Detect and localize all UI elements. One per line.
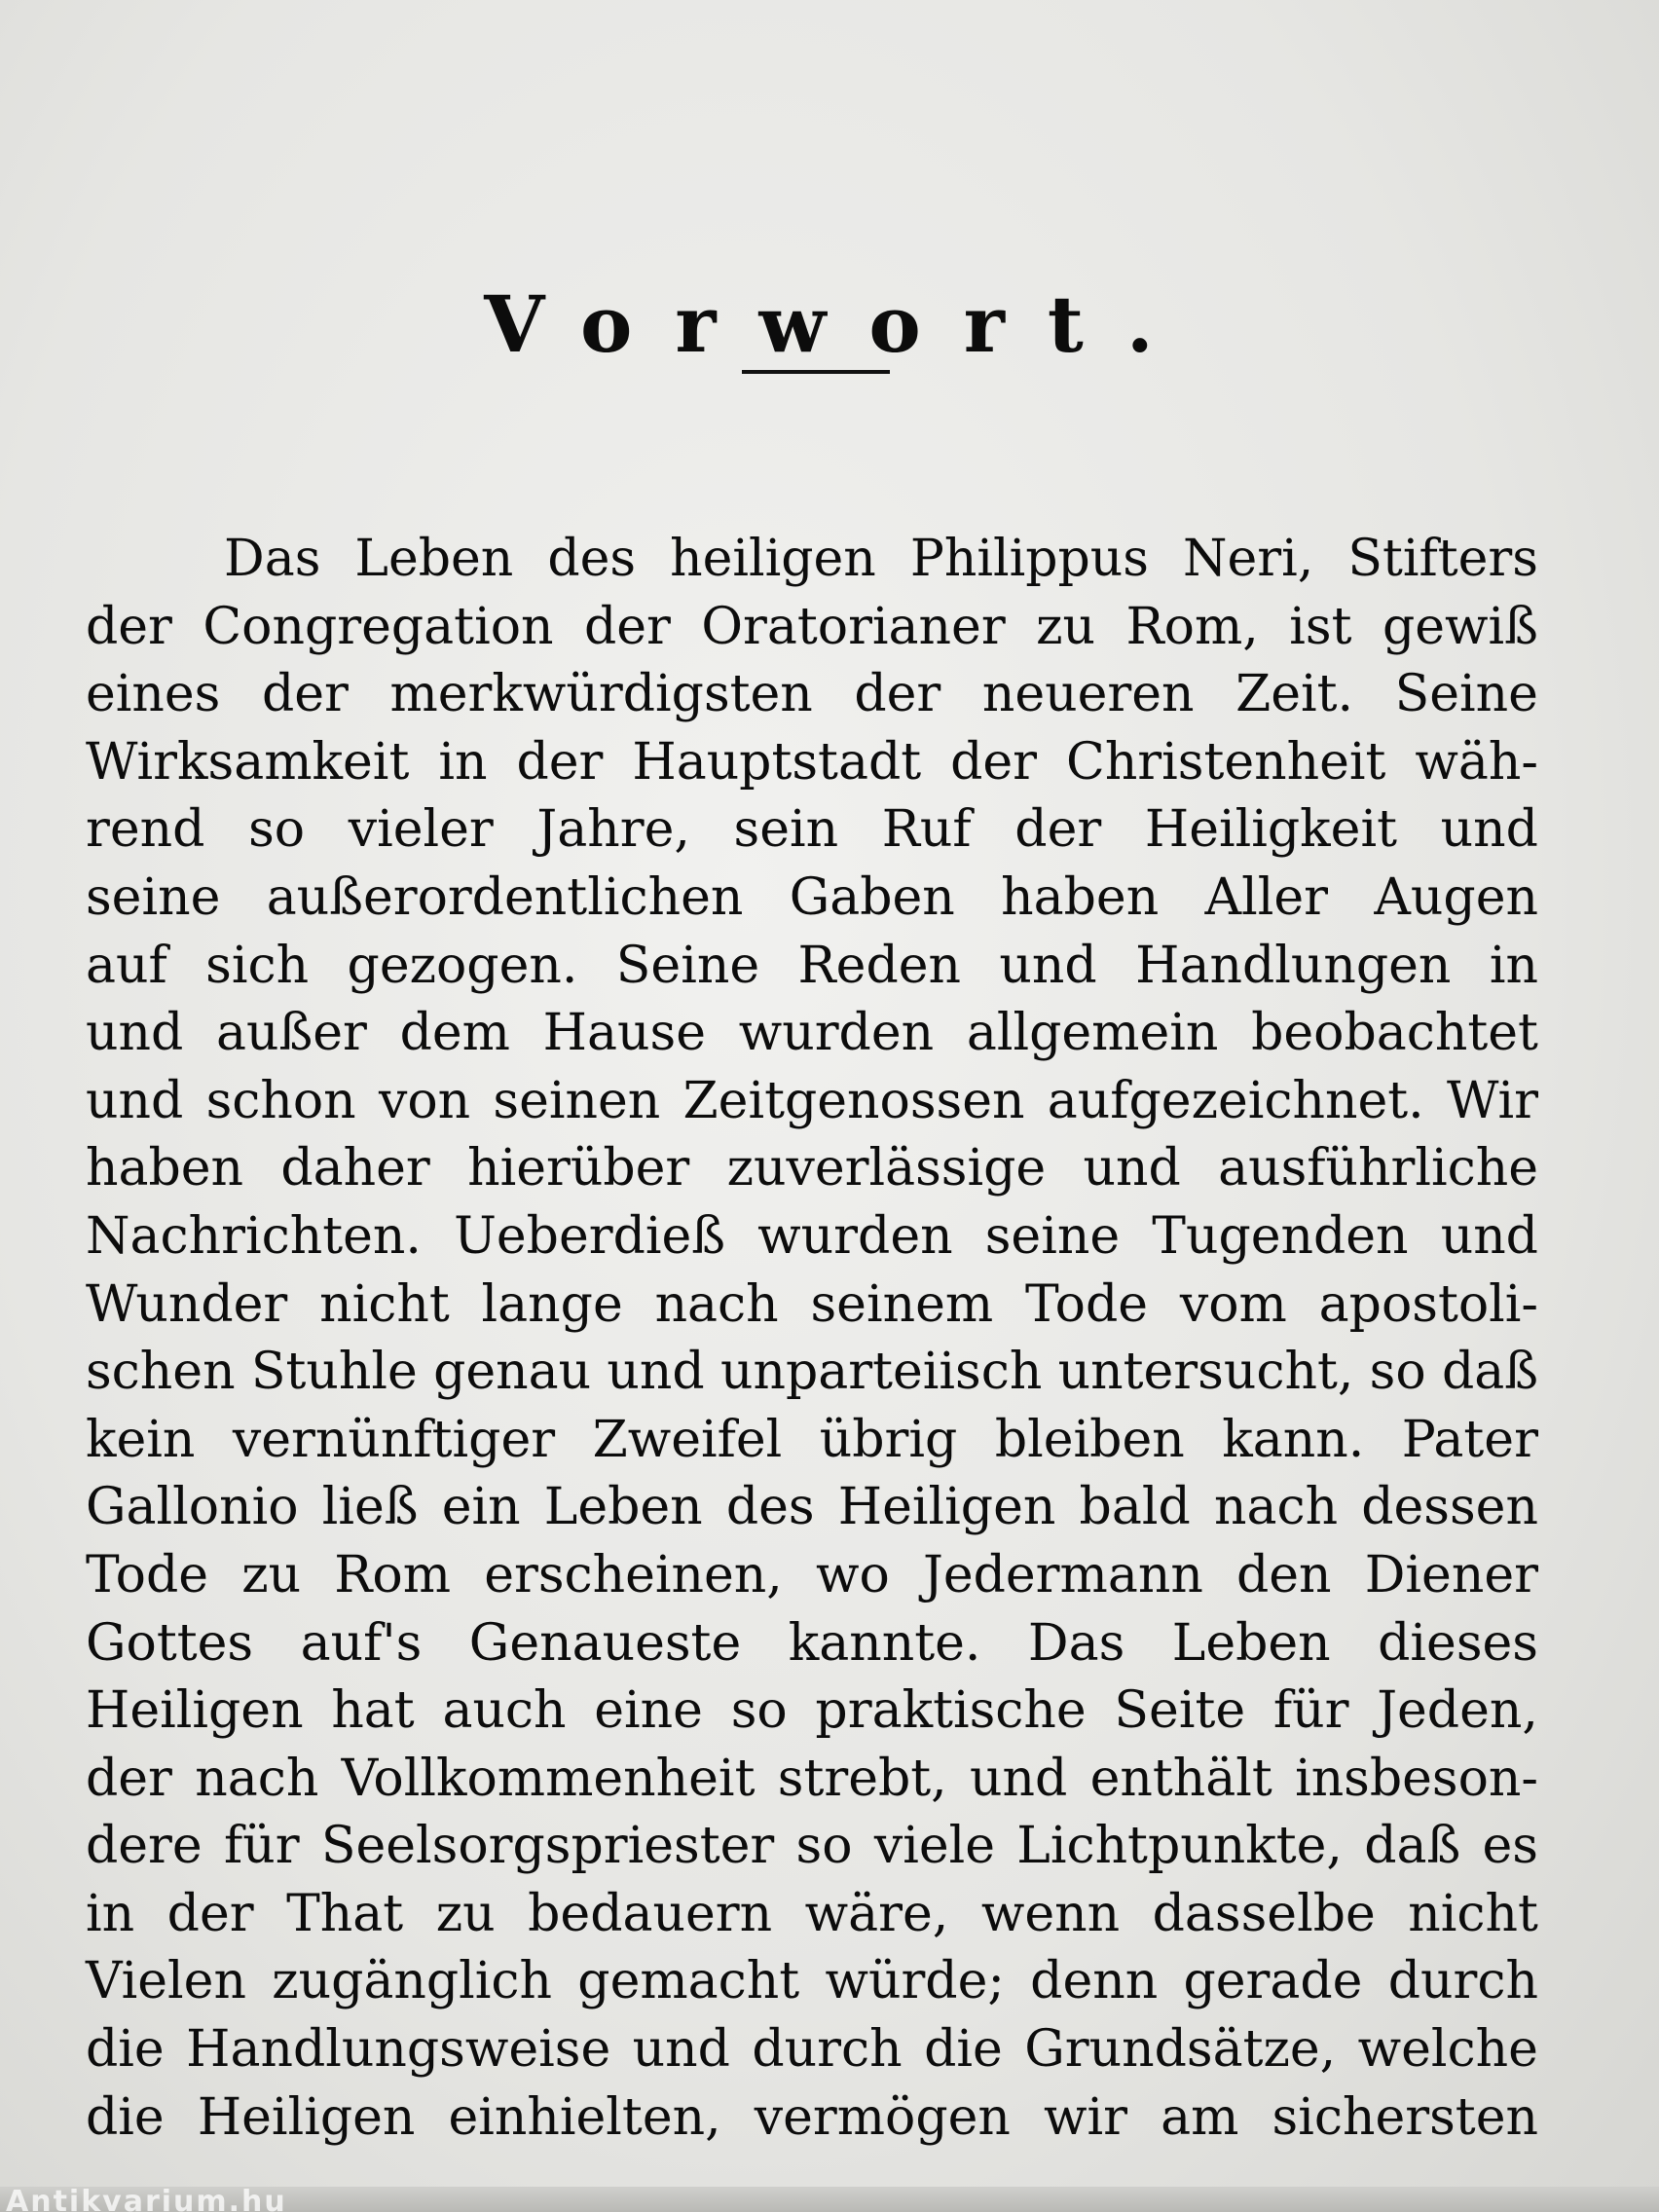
text-line [86,1000,1538,1068]
word: Stifters [1347,530,1538,588]
word: vieler [348,800,494,860]
word: so [248,800,306,860]
word: Leben [1171,1613,1331,1673]
word: nach [1213,1478,1339,1537]
word: und [86,1071,184,1130]
word: hat [331,1681,415,1741]
word: so [795,1817,853,1876]
word: wäre, [804,1884,949,1943]
word: seinen [493,1071,661,1130]
word: dem [399,1004,510,1063]
word: Vielen [86,1952,246,2011]
word: so [1369,1343,1426,1402]
word: Handlungsweise [186,2020,611,2080]
word: Rom, [1125,597,1259,656]
word: Diener [1364,1545,1538,1604]
word: zu [1036,597,1096,656]
word: der [86,597,172,656]
word: Oratorianer [701,597,1006,656]
word: Stuhle [250,1343,418,1402]
word: rend [86,800,205,860]
word: nicht [1408,1884,1538,1943]
word: Jahre, [536,800,690,860]
word: ein [441,1478,521,1537]
word: Zeitgenossen [682,1071,1025,1130]
text-line [86,865,1538,933]
word: neueren [981,665,1195,724]
word: wo [816,1545,890,1604]
word: heiligen [670,530,876,588]
word: insbeson- [1295,1749,1538,1808]
word: Philippus [909,530,1149,588]
text-line [86,1881,1538,1949]
word: dere [86,1817,203,1876]
text-line [86,2084,1538,2153]
word: der [86,1749,172,1808]
word: seine [86,867,221,927]
word: der [583,597,671,656]
word: der [516,732,604,792]
word: Heiligen [197,2087,416,2147]
word: eine [594,1681,703,1741]
word: Heiligen [837,1478,1056,1537]
word: schon [205,1071,356,1130]
word: in [438,732,488,792]
word: durch [1387,1952,1538,2011]
page-title: Vorwort. [484,277,1197,370]
word: enthält [1089,1749,1272,1808]
word: Leben [354,530,514,588]
word: seine [984,1206,1121,1266]
word: übrig [819,1410,958,1469]
word: welche [1357,2020,1538,2080]
word: und [1440,800,1538,860]
word: bald [1079,1478,1191,1537]
word: eines [86,665,221,724]
word: aufgezeichnet. [1047,1071,1424,1130]
word: die [924,2020,1003,2080]
word: und [1083,1139,1181,1198]
word: Genaueste [468,1613,742,1673]
word: kein [86,1410,196,1469]
word: untersucht, [1057,1343,1354,1402]
word: auf [86,936,167,995]
word: haben [1001,867,1160,927]
text-line [86,1203,1538,1272]
word: That [286,1884,404,1943]
word: Congregation [203,597,554,656]
word: daß [1364,1817,1461,1876]
word: Seelsorgspriester [320,1817,775,1876]
word: wir [1044,2087,1128,2147]
word: und [1440,1206,1538,1266]
word: am [1161,2087,1239,2147]
word: Das [224,530,321,588]
word: Zweifel [592,1410,783,1469]
word: des [725,1478,815,1537]
word: sein [733,800,839,860]
word: bleiben [994,1410,1185,1469]
word: vermögen [754,2087,1011,2147]
word: Wunder [86,1274,288,1334]
word: denn [1030,1952,1159,2011]
word: Rom [334,1545,452,1604]
word: zu [435,1884,496,1943]
word: Jedermann [923,1545,1203,1604]
word: Vollkommenheit [341,1749,756,1808]
word: sich [205,936,310,995]
watermark: Antikvarium.hu [6,2185,287,2212]
word: lange [481,1274,623,1334]
word: zuverlässige [726,1139,1047,1198]
word: in [86,1884,135,1943]
text-line [86,729,1538,797]
word: vom [1179,1274,1287,1334]
word: schen [86,1343,236,1402]
text-line [86,1068,1538,1136]
word: Gaben [789,867,955,927]
word: seinem [810,1274,994,1334]
word: Seite [1114,1681,1246,1741]
word: Lichtpunkte, [1016,1817,1343,1876]
word: wurden [738,1004,935,1063]
word: es [1482,1817,1538,1876]
word: Jeden, [1377,1681,1538,1741]
word: durch [752,2020,903,2080]
word: wenn [980,1884,1121,1943]
word: ist [1289,597,1352,656]
word: Wir [1446,1071,1538,1130]
word: nach [195,1749,319,1808]
word: strebt, [777,1749,947,1808]
word: außerordentlichen [266,867,744,927]
word: gezogen. [347,936,578,995]
text-line [86,1813,1538,1881]
word: Reden [797,936,961,995]
word: einhielten, [448,2087,721,2147]
word: dessen [1361,1478,1538,1537]
word: kannte. [788,1613,981,1673]
word: gewiß [1382,597,1538,656]
text-line [86,933,1538,1001]
word: nicht [319,1274,450,1334]
word: der [950,732,1038,792]
word: Neri, [1183,530,1314,588]
word: Grundsätze, [1024,2020,1337,2080]
word: den [1236,1545,1332,1604]
word: für [223,1817,300,1876]
word: Hause [542,1004,706,1063]
word: die [86,2020,165,2080]
text-line [86,1135,1538,1203]
word: Seine [615,936,760,995]
word: Gottes [86,1613,254,1673]
text-line [86,526,1538,594]
word: Tode [86,1545,209,1604]
word: der [854,665,941,724]
word: Seine [1394,665,1538,724]
text-line [86,1677,1538,1746]
text-line [86,594,1538,662]
word: und [999,936,1097,995]
word: daß [1441,1343,1538,1402]
word: und [86,1004,184,1063]
word: unparteiisch [719,1343,1043,1402]
word: kann. [1222,1410,1365,1469]
word: vernünftiger [232,1410,556,1469]
word: Ueberdieß [454,1206,726,1266]
word: für [1272,1681,1349,1741]
word: Ruf [881,800,972,860]
word: beobachtet [1251,1004,1538,1063]
word: Aller [1204,867,1328,927]
word: Heiligkeit [1144,800,1397,860]
text-line [86,1746,1538,1814]
word: apostoli- [1318,1274,1538,1334]
word: merkwürdigsten [389,665,813,724]
word: praktische [815,1681,1087,1741]
text-line [86,1542,1538,1610]
word: Leben [543,1478,703,1537]
word: Heiligen [86,1681,304,1741]
word: und [970,1749,1068,1808]
word: von [378,1071,471,1130]
word: zugänglich [272,1952,553,2011]
word: gemacht [577,1952,800,2011]
text-line [86,796,1538,865]
text-line [86,1474,1538,1542]
word: des [547,530,637,588]
word: außer [216,1004,367,1063]
body-text [86,526,1538,2152]
word: auch [442,1681,567,1741]
word: und [607,1343,705,1402]
word: dieses [1378,1613,1538,1673]
word: bedauern [528,1884,773,1943]
word: ausführliche [1218,1139,1538,1198]
word: Gallonio [86,1478,299,1537]
word: Das [1027,1613,1125,1673]
word: die [86,2087,165,2147]
word: wurden [757,1206,953,1266]
word: dasselbe [1152,1884,1376,1943]
title-rule [742,370,890,374]
word: allgemein [966,1004,1219,1063]
text-line [86,1272,1538,1340]
word: der [261,665,349,724]
word: Handlungen [1135,936,1452,995]
word: Hauptstadt [632,732,922,792]
word: auf's [300,1613,423,1673]
text-line [86,1339,1538,1407]
word: würde; [825,1952,1005,2011]
word: ließ [321,1478,419,1537]
word: hierüber [467,1139,690,1198]
word: gerade [1183,1952,1363,2011]
word: der [166,1884,254,1943]
text-line [86,661,1538,729]
word: nach [654,1274,779,1334]
word: Christenheit [1066,732,1386,792]
text-line [86,1610,1538,1678]
text-line [86,1948,1538,2016]
word: so [730,1681,788,1741]
word: und [632,2020,730,2080]
word: Pater [1401,1410,1538,1469]
word: erscheinen, [484,1545,783,1604]
word: haben [86,1139,244,1198]
word: daher [280,1139,430,1198]
word: wäh- [1415,732,1538,792]
word: Zeit. [1235,665,1354,724]
text-line [86,2016,1538,2084]
word: genau [433,1343,592,1402]
word: sichersten [1272,2087,1538,2147]
text-line [86,1407,1538,1475]
word: in [1489,936,1538,995]
word: Tugenden [1152,1206,1409,1266]
word: Nachrichten. [86,1206,422,1266]
word: Wirksamkeit [86,732,410,792]
word: Tode [1025,1274,1149,1334]
word: zu [241,1545,302,1604]
word: Augen [1374,867,1538,927]
word: der [1014,800,1102,860]
word: viele [873,1817,995,1876]
